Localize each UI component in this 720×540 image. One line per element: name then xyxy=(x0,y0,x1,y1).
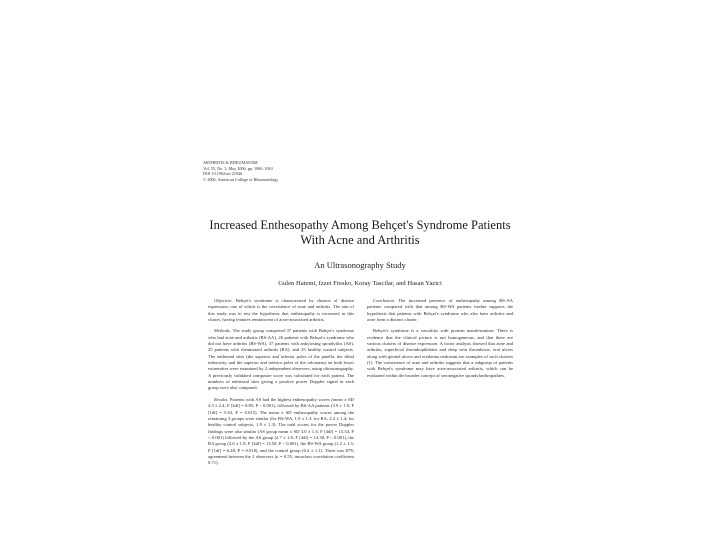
objective-label: Objective. xyxy=(214,298,233,303)
results-label: Results. xyxy=(214,396,229,402)
journal-copyright: © 2006, American College of Rheumatology xyxy=(203,176,279,182)
article-title: Increased Enthesopathy Among Behçet's Syndrome Patients With Acne and Arthritis xyxy=(209,218,511,247)
conclusion-label: Conclusion. xyxy=(373,298,396,303)
abstract-methods xyxy=(208,328,354,391)
methods-label: Methods. xyxy=(214,328,231,334)
abstract-conclusion xyxy=(367,298,513,323)
results-text: Patients with AS had the highest enthesopathy scores (mean ± SD 4.3 ± 2.4; F [4df] = 8.85; P < 0.001), followed by BS-AA patients (3.9 ± 1.9; F [1df] = 5.63, P = 0.015). The mean ± SD enthesopathy scores among the remaining 3 groups were similar (for BS-WA, 1.9 ± 1.3; for RA, 2.2 ± 1.4; for healthy control subjects, 1.9 ± 1.3). The total scores for the power Doppler findings were also similar (AS group mean ± SD 3.0 ± 1.3; F [4df] = 15.54, P < 0.001) followed by the AS group (2.7 ± 1.8; F [4df] = 14.38, P < 0.001), the RA group (2.6 ± 1.8; F [4df] = 13.58, P < 0.001), the BS-WA group (1.2 ± 1.3; F [1df] = 6.48, P = 0.018), and the control group (0.2 ± 1.1). There was 87% agreement between the 2 observers (κ = 0.55, intraclass correlation coefficient 0.71). xyxy=(208,396,354,466)
journal-volume: Vol. 55, No. 3, May 2006, pp. 1060–1063 xyxy=(203,165,273,171)
article-subtitle: An Ultrasonography Study xyxy=(314,260,406,270)
journal-doi: DOI 10.1002/art.21946 xyxy=(203,171,243,177)
abstract-column-right xyxy=(367,298,513,384)
article-authors: Gulen Hatemi, Izzet Fresko, Koray Tascilar, and Hasan Yazici xyxy=(278,280,442,287)
journal-name: ARTHRITIS & RHEUMATISM xyxy=(203,160,258,165)
abstract-results xyxy=(208,397,354,467)
journal-header xyxy=(203,160,403,182)
methods-text: The study group comprised 37 patients with Behçet's syndrome who had acne and arthritis (BS-AA), 26 patients with Behçet's syndrome who did not have arthritis (BS-WA), 37 patients with ankylosing spondylitis (AS), 25 patients with rheumatoid arthritis (RA), and 25 healthy control subjects. The entheseal sites (the superior and inferior poles of the patella, the tibial tuberosity, and the superior and inferior poles of the calcaneus) on both lower extremities were examined by 2 independent observers, using ultrasonography. A previously validated composite score was calculated for each patient. The numbers of entheseal sites giving a positive power Doppler signal in each group were also compared. xyxy=(208,328,354,391)
body-paragraph: Behçet's syndrome is a vasculitis with protean manifestations. There is evidence that the clinical picture is not homogeneous, and that there are various clusters of disease expression. A factor analysis showed that acne and arthritis, superficial thrombophlebitis and deep vein thrombosis, oral ulcers along with genital ulcers and erythema nodosum are examples of such clusters (1). The coexistence of acne and arthritis suggests that a subgroup of patients with Behçet's syndrome may have acne-associated arthritis, which can be evaluated within the broader concept of seronegative spondylarthropathies. xyxy=(367,328,513,378)
objective-text: Behçet's syndrome is characterized by clusters of disease expression, one of which is the coexistence of acne and arthritis. The aim of this study was to test the hypothesis that enthesopathy is increased in this cluster, having features reminiscent of acne-associated arthritis. xyxy=(208,298,354,323)
abstract-objective xyxy=(208,298,354,323)
conclusion-text: The increased presence of enthesopathy among BS-AA patients compared with that among BS-WA patients further supports the hypothesis that patients with Behçet's syndrome who also have arthritis and acne form a distinct cluster. xyxy=(367,298,513,323)
abstract-column-left xyxy=(208,298,354,472)
